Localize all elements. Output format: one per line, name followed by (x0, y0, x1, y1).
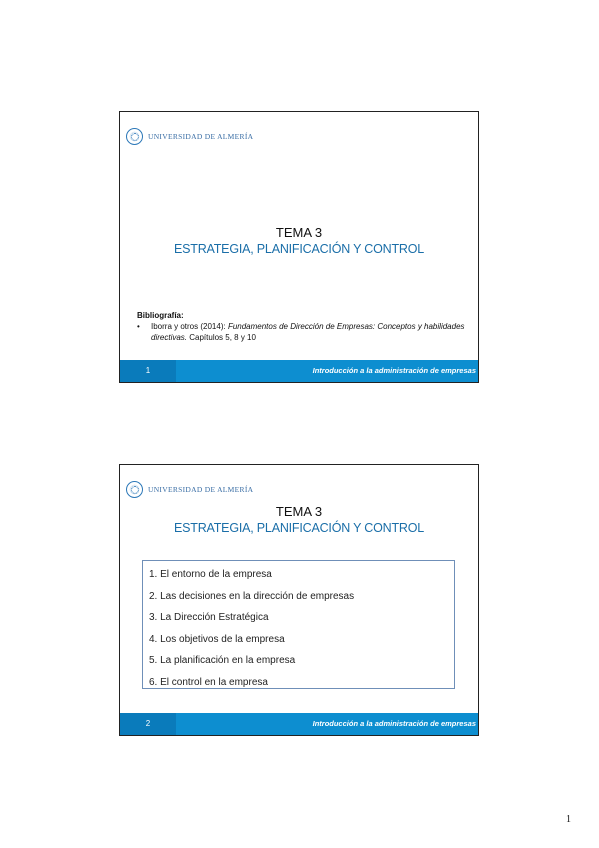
slide-footer (120, 360, 478, 382)
agenda-item: 5. La planificación en la empresa (149, 655, 296, 667)
bibliography-entry (137, 321, 467, 343)
page-number: 1 (566, 814, 571, 825)
slide-number: 1 (120, 360, 176, 382)
agenda-item: 4. Los objetivos de la empresa (149, 633, 285, 645)
agenda-item: 2. Las decisiones en la dirección de empresas (149, 590, 355, 602)
bibliography-book-title: Fundamentos de Dirección de Empresas: Conceptos y habilidades directivas. (151, 322, 465, 342)
course-name: Introducción a la administración de empresas (312, 366, 476, 375)
bibliography-text (151, 321, 467, 343)
slide-title: TEMA 3 (275, 225, 323, 240)
bibliography-chapters: Capítulos 5, 8 y 10 (189, 333, 256, 342)
slide-subtitle: ESTRATEGIA, PLANIFICACIÓN Y CONTROL (174, 521, 424, 535)
university-name: UNIVERSIDAD DE ALMERÍA (148, 131, 254, 141)
agenda-box (142, 560, 455, 689)
slide-title-block (120, 225, 478, 257)
slide-title-block (120, 504, 478, 536)
slide-1 (119, 111, 479, 383)
university-name: UNIVERSIDAD DE ALMERÍA (148, 484, 254, 494)
university-header (126, 480, 253, 498)
slide-subtitle: ESTRATEGIA, PLANIFICACIÓN Y CONTROL (174, 242, 424, 256)
bullet: • (137, 322, 140, 331)
slide-2 (119, 464, 479, 736)
course-name: Introducción a la administración de empresas (312, 719, 476, 728)
slide-footer (120, 713, 478, 735)
university-header (126, 127, 253, 145)
bibliography (137, 310, 467, 343)
slide-title: TEMA 3 (275, 504, 323, 519)
agenda-item: 1. El entorno de la empresa (149, 569, 272, 580)
agenda-item: 6. El control en la empresa (149, 676, 268, 688)
bibliography-authors: Iborra y otros (2014): (151, 322, 226, 331)
bibliography-heading: Bibliografía: (137, 311, 184, 320)
agenda-item: 3. La Dirección Estratégica (149, 612, 269, 624)
university-seal-icon (126, 128, 143, 145)
slide-number: 2 (120, 713, 176, 735)
university-seal-icon (126, 481, 143, 498)
